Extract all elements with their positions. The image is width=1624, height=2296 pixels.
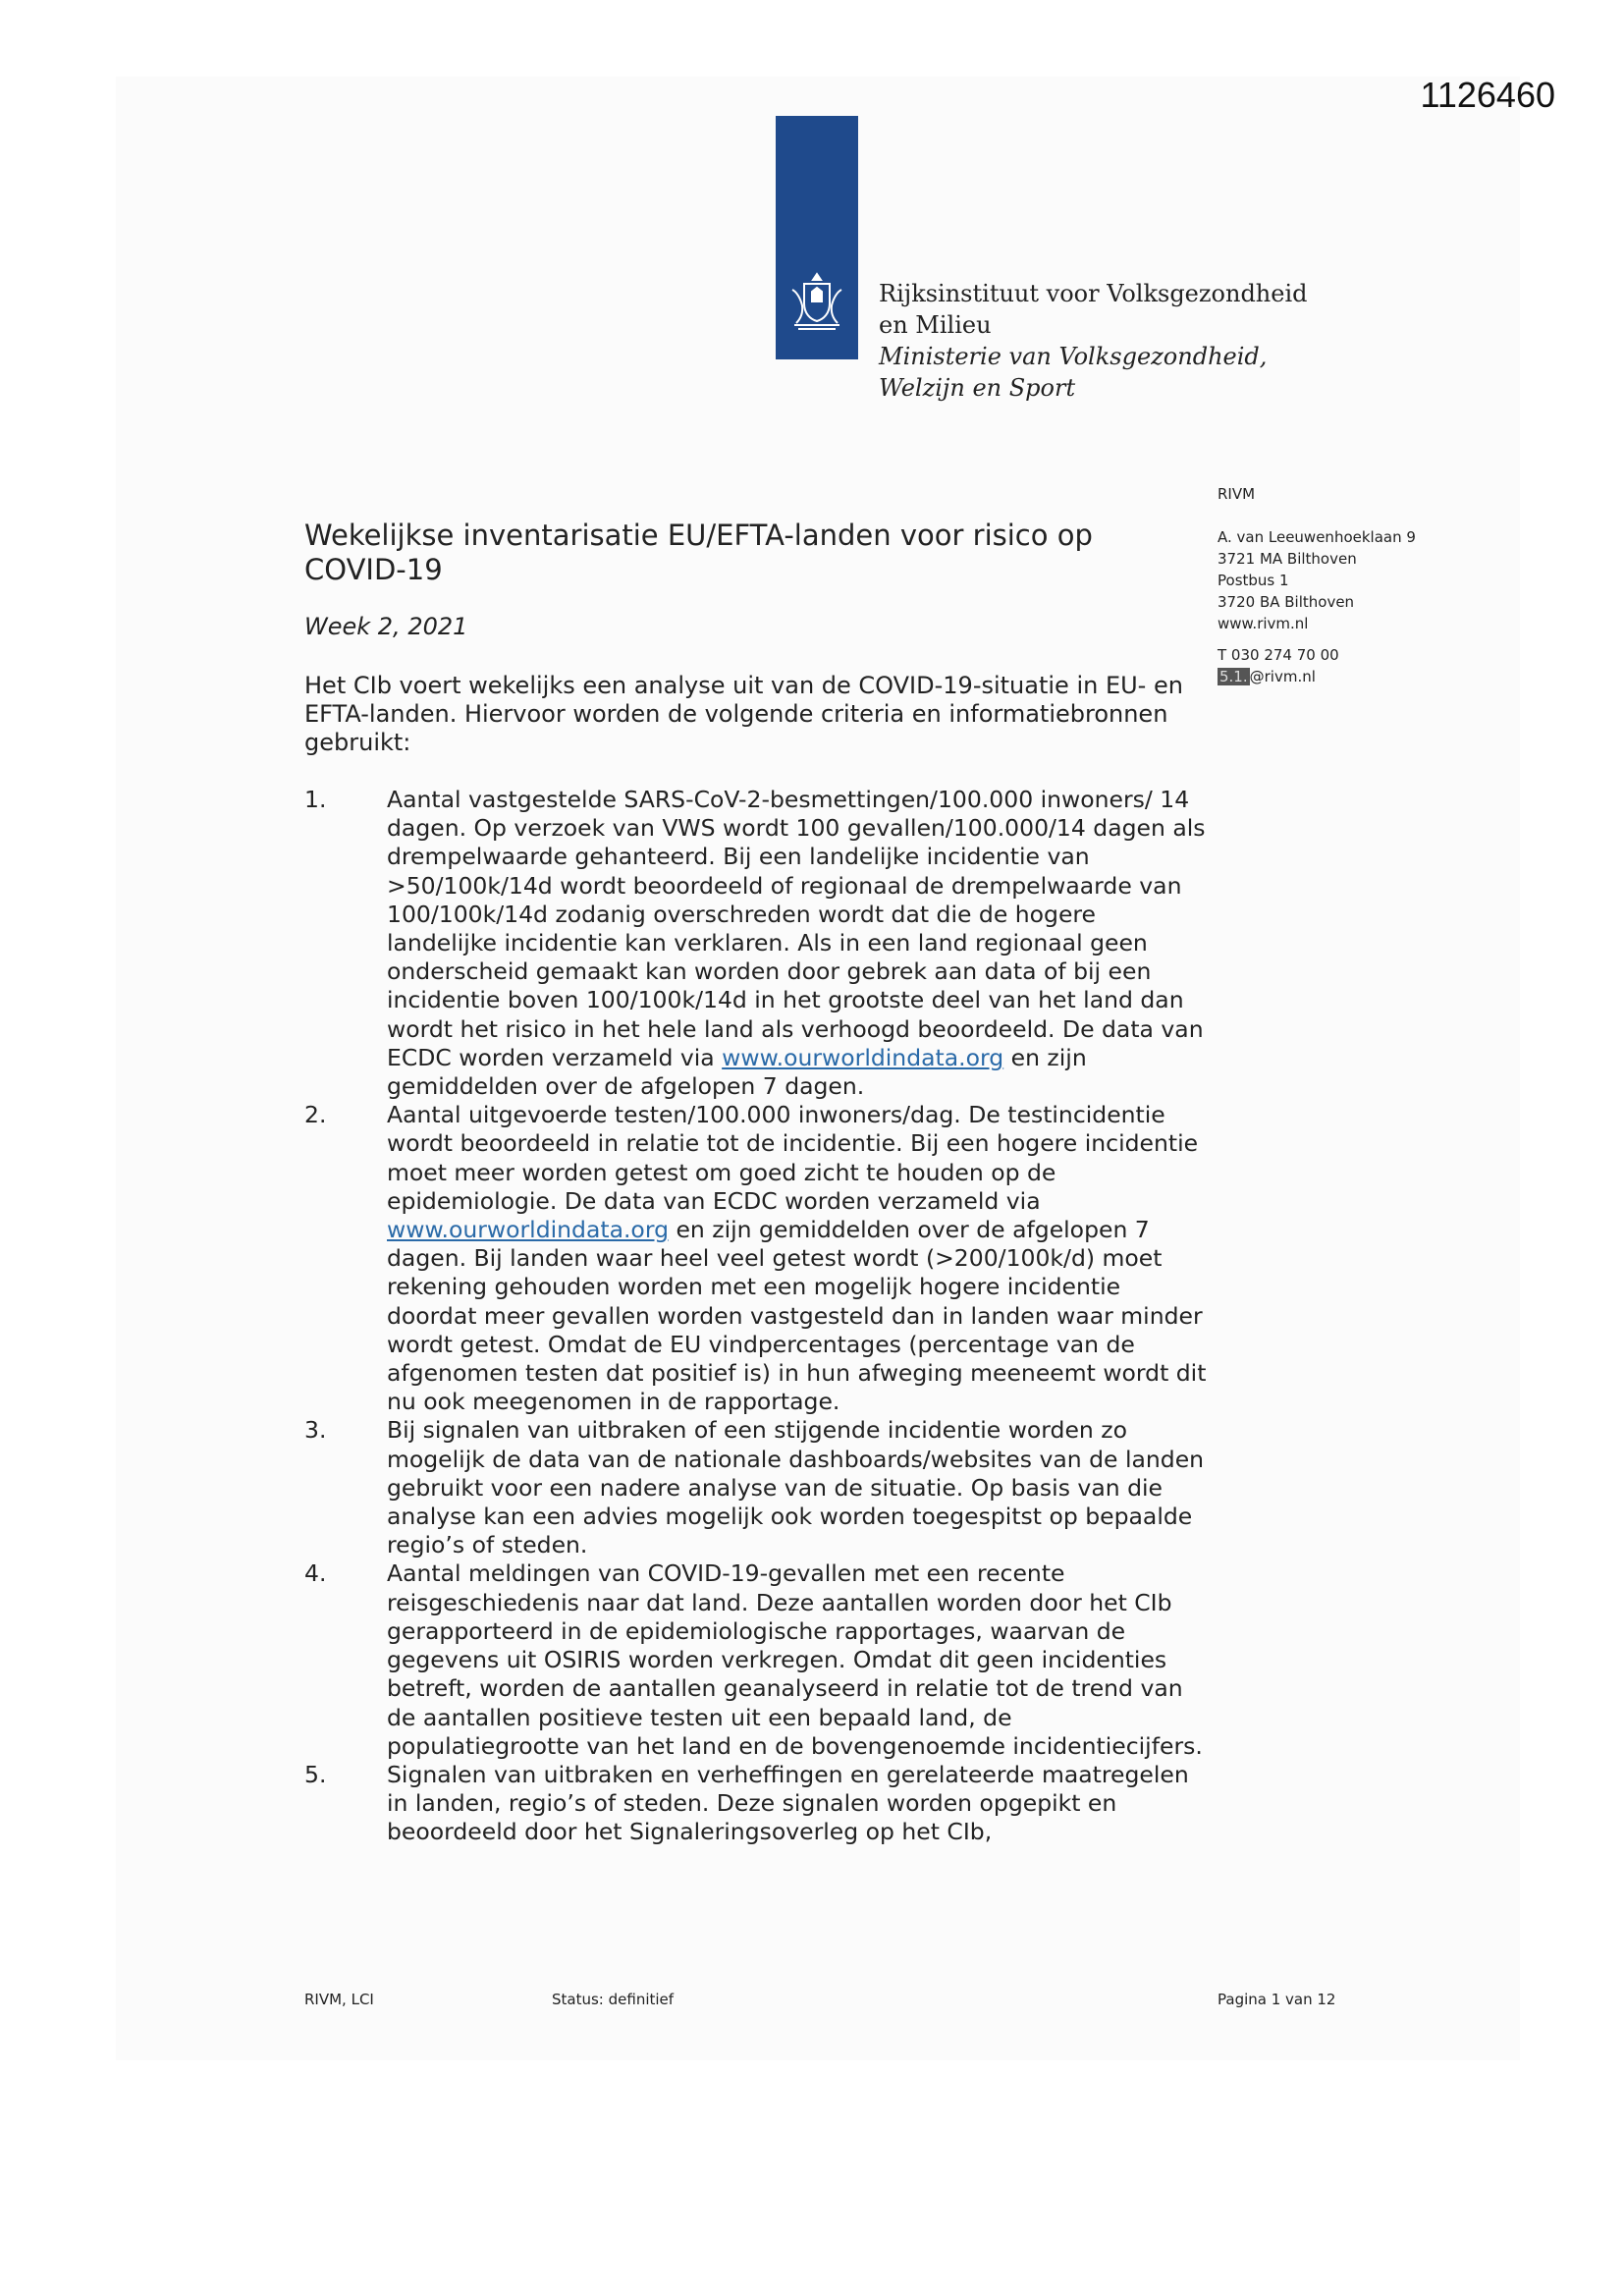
list-item	[304, 1761, 1208, 1847]
list-item-text: en zijn gemiddelden over de afgelopen 7 dagen.	[387, 1043, 1087, 1101]
website: www.rivm.nl	[1218, 615, 1309, 632]
list-item-number: 5.	[304, 1760, 327, 1788]
ourworldindata-link[interactable]: www.ourworldindata.org	[387, 1216, 669, 1244]
address-postbus: Postbus 1	[1218, 572, 1289, 589]
footer-page-number: Pagina 1 van 12	[1218, 1991, 1336, 2008]
ministry-line2: Welzijn en Sport	[879, 374, 1076, 402]
list-item-number: 2.	[304, 1101, 327, 1129]
footer-org: RIVM, LCI	[304, 1991, 374, 2008]
list-item-number: 4.	[304, 1559, 327, 1588]
list-item-number: 3.	[304, 1416, 327, 1445]
email-domain: @rivm.nl	[1249, 668, 1316, 685]
list-item-number: 1.	[304, 786, 327, 813]
list-item-text: Signalen van uitbraken en verheffingen en gerelateerde maatregelen in landen, regio’s of steden. Deze signalen worden opgepikt en beoordeeld door het Signaleringsoverleg op het CIb,	[387, 1760, 1189, 1846]
coat-of-arms-icon	[783, 268, 851, 337]
list-item-text: Aantal meldingen van COVID-19-gevallen met een recente reisgeschiedenis naar dat land. Deze aantallen worden door het CIb gerapporteerd in de epidemiologische rapportages, waarvan de gegevens uit OSIRIS worden verkregen. Omdat dit geen incidenties betreft, worden de aantallen geanalyseerd in relatie tot de trend van de aantallen positieve testen uit een bepaald land, de populatiegrootte van het land en de bovengenoemde incidentiecijfers.	[387, 1559, 1203, 1760]
list-item	[304, 786, 1208, 1101]
org-name-line2: en Milieu	[879, 311, 992, 339]
list-item	[304, 1101, 1208, 1416]
list-item-text: Aantal uitgevoerde testen/100.000 inwoners/dag. De testincidentie wordt beoordeeld in relatie tot de incidentie. Bij een hogere incidentie moet meer worden getest om goed zicht te houden op de epidemiologie. De data van ECDC worden verzameld via	[387, 1101, 1199, 1215]
list-item	[304, 1559, 1208, 1760]
intro-paragraph: Het CIb voert wekelijks een analyse uit van de COVID-19-situatie in EU- en EFTA-landen. Hiervoor worden de volgende criteria en informatiebronnen gebruikt:	[304, 672, 1183, 756]
phone: T 030 274 70 00	[1218, 646, 1339, 664]
week-label: Week 2, 2021	[304, 613, 468, 640]
document-number: 1126460	[1420, 75, 1555, 115]
document-title: Wekelijkse inventarisatie EU/EFTA-landen voor risico op COVID-19	[304, 519, 1093, 586]
rijksoverheid-logo-bar	[776, 116, 858, 359]
sidebar-org: RIVM	[1218, 485, 1256, 503]
list-item-text: Aantal vastgestelde SARS-CoV-2-besmettingen/100.000 inwoners/ 14 dagen. Op verzoek van VWS wordt 100 gevallen/100.000/14 dagen als drempelwaarde gehanteerd. Bij een landelijke incidentie van >50/100k/14d wordt beoordeeld of regionaal de drempelwaarde van 100/100k/14d zodanig overschreden wordt dat die de hogere landelijke incidentie kan verklaren. Als in een land regionaal geen onderscheid gemaakt kan worden door gebrek aan data of bij een incidentie boven 100/100k/14d in het grootste deel van het land dan wordt het risico in het hele land als verhoogd beoordeeld. De data van ECDC worden verzameld via	[387, 786, 1206, 1071]
list-item-text: Bij signalen van uitbraken of een stijgende incidentie worden zo mogelijk de data van de nationale dashboards/websites van de landen gebruikt voor een nadere analyse van de situatie. Op basis van die analyse kan een advies mogelijk ook worden toegespitst op bepaalde regio’s of steden.	[387, 1416, 1205, 1559]
ministry-line1: Ministerie van Volksgezondheid,	[879, 343, 1268, 370]
redaction-mark: 5.1.	[1219, 668, 1248, 685]
address-street: A. van Leeuwenhoeklaan 9	[1218, 528, 1416, 546]
address-postcode: 3721 MA Bilthoven	[1218, 550, 1357, 568]
ourworldindata-link[interactable]: www.ourworldindata.org	[722, 1043, 1004, 1071]
sender-address-column	[1218, 483, 1473, 687]
address-postbus-postcode: 3720 BA Bilthoven	[1218, 593, 1355, 611]
organisation-name	[879, 278, 1308, 404]
list-item-text: en zijn gemiddelden over de afgelopen 7 dagen. Bij landen waar heel veel getest wordt (>200/100k/d) moet rekening gehouden worden met een mogelijk hogere incidentie doordat meer gevallen worden vastgesteld dan in landen waar minder wordt getest. Omdat de EU vindpercentages (percentage van de afgenomen testen dat positief is) in hun afweging meeneemt wordt dit nu ook meegenomen in de rapportage.	[387, 1216, 1207, 1416]
list-item	[304, 1416, 1208, 1559]
footer-status: Status: definitief	[552, 1991, 675, 2008]
org-name-line1: Rijksinstituut voor Volksgezondheid	[879, 280, 1308, 307]
criteria-list	[304, 786, 1208, 1847]
email	[1218, 666, 1473, 687]
